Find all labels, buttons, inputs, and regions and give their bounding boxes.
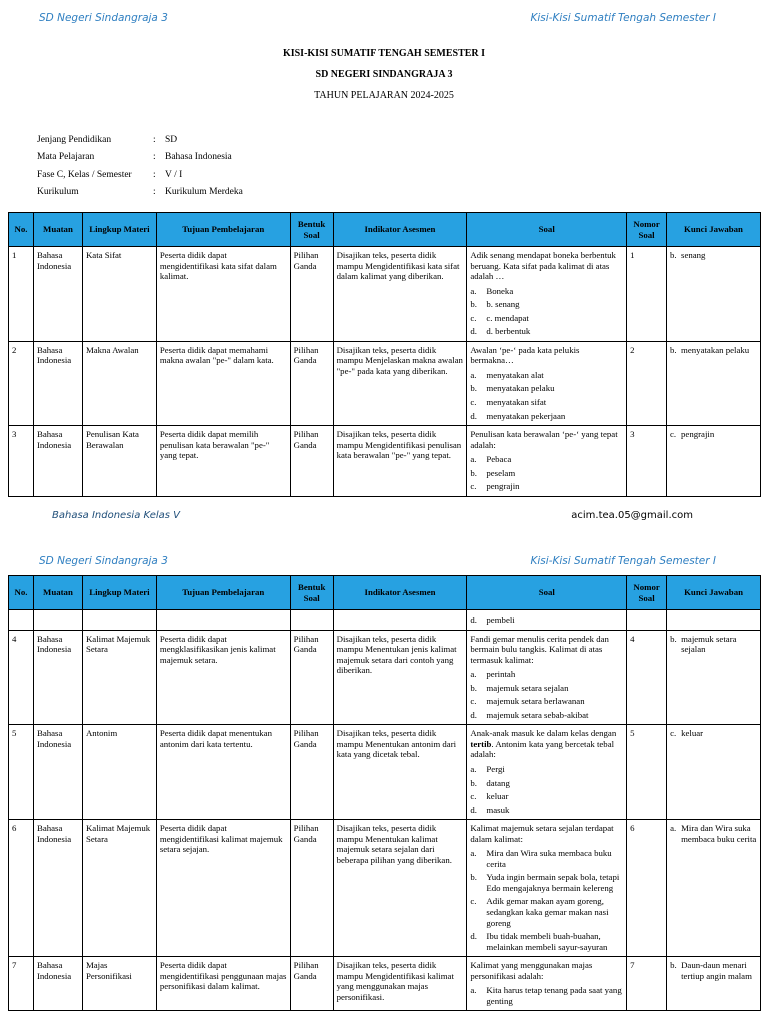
cell-no: 3 [9, 426, 34, 497]
answer-option [470, 409, 623, 423]
soal-cell [467, 630, 627, 725]
option-text: Ibu tidak membeli buah-buahan, melainkan membeli sayur-sayuran [486, 931, 608, 952]
header-doc-title: Kisi-Kisi Sumatif Tengah Semester I [530, 555, 716, 567]
option-letter: a. [470, 848, 477, 859]
table-row [9, 725, 761, 820]
col-soal: Soal [467, 576, 627, 610]
page-separator [0, 536, 768, 543]
cell-indikator: Disajikan teks, peserta didik mampu Mengidentifikasi penulisan kata berawalan "pe-" yang tepat. [333, 426, 467, 497]
cell-indikator: Disajikan teks, peserta didik mampu Menentukan jenis kalimat majemuk setara dari contoh yang diberikan. [333, 630, 467, 725]
answer-key-letter: b. [670, 960, 677, 971]
answer-key-text: keluar [681, 728, 704, 739]
cell-nomor: 5 [627, 725, 667, 820]
soal-cell [467, 820, 627, 957]
answer-key [670, 728, 757, 739]
answer-key [670, 250, 757, 261]
answer-option: d. pembeli [470, 615, 515, 625]
question-text: Adik senang mendapat boneka berbentuk beruang. Kata sifat pada kalimat di atas adalah … [470, 250, 616, 282]
school-title: SD NEGERI SINDANGRAJA 3 [315, 69, 453, 80]
option-text: menyatakan alat [486, 369, 544, 380]
meta-key: Kurikulum [37, 187, 79, 198]
cell-indikator: Disajikan teks, peserta didik mampu Menentukan antonim dari kata yang dicetak tebal. [333, 725, 467, 820]
meta-row: Fase C, Kelas / Semester : V / I [37, 169, 183, 180]
option-text: majemuk setara sebab-akibat [486, 709, 589, 720]
option-text: menyatakan pekerjaan [486, 410, 566, 421]
option-text: b. senang [486, 299, 520, 310]
answer-option [470, 870, 623, 894]
answer-option [470, 324, 623, 338]
answer-option [470, 311, 623, 325]
option-letter: c. [470, 397, 477, 408]
cell-bentuk: Pilihan Ganda [290, 957, 333, 1011]
option-letter: a. [470, 985, 477, 996]
cell-nomor: 1 [627, 247, 667, 342]
option-text: Pebaca [486, 454, 512, 465]
option-letter: a. [470, 369, 477, 380]
option-letter: a. [470, 285, 477, 296]
col-nomor: Nomor Soal [627, 576, 667, 610]
answer-key-text: Daun-daun menari tertiup angin malam [681, 960, 752, 981]
answer-key [670, 960, 757, 981]
option-letter: d. [470, 326, 477, 337]
cell-kunci [667, 341, 761, 425]
option-text: c. mendapat [486, 312, 529, 323]
option-text: Boneka [486, 285, 514, 296]
cell-no: 2 [9, 341, 34, 425]
soal-cell [467, 725, 627, 820]
col-no: No. [9, 576, 34, 610]
meta-value: Bahasa Indonesia [165, 152, 232, 163]
cell-muatan: Bahasa Indonesia [33, 426, 82, 497]
meta-row: Kurikulum : Kurikulum Merdeka [37, 187, 243, 198]
cell-bentuk: Pilihan Ganda [290, 630, 333, 725]
answer-option [470, 762, 623, 776]
main-title: KISI-KISI SUMATIF TENGAH SEMESTER I [282, 48, 486, 59]
document-titles [0, 48, 768, 101]
col-muatan: Muatan [33, 576, 82, 610]
cell-muatan: Bahasa Indonesia [33, 957, 82, 1011]
answer-key [670, 345, 757, 356]
cell-indikator: Disajikan teks, peserta didik mampu Mengidentifikasi kata sifat dalam kalimat yang diberikan. [333, 247, 467, 342]
cell-bentuk: Pilihan Ganda [290, 820, 333, 957]
question-text: Kalimat majemuk setara sejalan terdapat dalam kalimat: [470, 823, 614, 844]
answer-key-text: senang [681, 250, 706, 260]
col-bentuk: Bentuk Soal [290, 576, 333, 610]
col-bentuk: Bentuk Soal [290, 213, 333, 247]
cell-bentuk: Pilihan Ganda [290, 247, 333, 342]
answer-option [470, 479, 623, 493]
answer-key-letter: b. [670, 344, 677, 355]
cell-lingkup: Kata Sifat [82, 247, 156, 342]
table-header-row [9, 213, 761, 247]
soal-cell [467, 957, 627, 1011]
cell-lingkup: Kalimat Majemuk Setara [82, 630, 156, 725]
table-row-continued [9, 610, 761, 631]
answer-option [470, 681, 623, 695]
col-kunci: Kunci Jawaban [667, 213, 761, 247]
question-bold-word: tertib [470, 738, 492, 749]
option-letter: c. [470, 481, 477, 492]
table-row [9, 426, 761, 497]
option-text: majemuk setara sejalan [486, 682, 569, 693]
option-letter: d. [470, 410, 477, 421]
option-text: d. berbentuk [486, 326, 531, 337]
meta-key: Fase C, Kelas / Semester [37, 169, 132, 180]
answer-option [470, 297, 623, 311]
cell-nomor: 7 [627, 957, 667, 1011]
cell-no: 4 [9, 630, 34, 725]
table-row [9, 247, 761, 342]
table-row [9, 820, 761, 957]
option-text: peselam [486, 467, 516, 478]
meta-key: Mata Pelajaran [37, 152, 95, 163]
col-indikator: Indikator Asesmen [333, 213, 467, 247]
question-text [470, 728, 623, 762]
cell-tujuan: Peserta didik dapat memilih penulisan kata berawalan "pe-" yang tepat. [156, 426, 290, 497]
answer-key [670, 634, 757, 655]
meta-key: Jenjang Pendidikan [37, 134, 112, 145]
header-school: SD Negeri Sindangraja 3 [39, 12, 168, 24]
kisi-kisi-table-page-1 [8, 212, 761, 497]
meta-value: SD [165, 134, 178, 145]
answer-option [470, 776, 623, 790]
cell-tujuan: Peserta didik dapat mengklasifikasikan jenis kalimat majemuk setara. [156, 630, 290, 725]
cell-indikator: Disajikan teks, peserta didik mampu Menentukan kalimat majemuk setara sejalan dari beberapa pilihan yang diberikan. [333, 820, 467, 957]
option-letter: b. [470, 383, 477, 394]
question-text: Fandi gemar menulis cerita pendek dan bermain bulu tangkis. Kalimat di atas termasuk kalimat: [470, 633, 609, 665]
option-text: Kita harus tetap tenang pada saat yang genting [486, 985, 622, 1006]
meta-value: Kurikulum Merdeka [165, 187, 243, 198]
option-letter: c. [470, 696, 477, 707]
option-letter: b. [470, 467, 477, 478]
option-text: menyatakan pelaku [486, 383, 555, 394]
cell-no: 5 [9, 725, 34, 820]
cell-lingkup: Makna Awalan [82, 341, 156, 425]
cell-muatan: Bahasa Indonesia [33, 247, 82, 342]
soal-cell [467, 247, 627, 342]
cell-kunci [667, 426, 761, 497]
answer-option [470, 983, 623, 1007]
option-text: menyatakan sifat [486, 397, 547, 408]
question-part: Anak-anak masuk ke dalam kelas dengan [470, 728, 617, 739]
option-letter: a. [470, 669, 477, 680]
answer-option [470, 381, 623, 395]
answer-option [470, 452, 623, 466]
question-text: Penulisan kata berawalan ‘pe-‘ yang tepat adalah: [470, 429, 618, 450]
answer-key [670, 823, 757, 844]
answer-key-text: Mira dan Wira suka membaca buku cerita [681, 823, 757, 844]
cell-bentuk: Pilihan Ganda [290, 426, 333, 497]
year-title: TAHUN PELAJARAN 2024-2025 [314, 90, 454, 101]
cell-lingkup: Majas Personifikasi [82, 957, 156, 1011]
cell-muatan: Bahasa Indonesia [33, 341, 82, 425]
cell-muatan: Bahasa Indonesia [33, 820, 82, 957]
col-lingkup: Lingkup Materi [82, 213, 156, 247]
cell-tujuan: Peserta didik dapat menentukan antonim dari kata tertentu. [156, 725, 290, 820]
option-text: majemuk setara berlawanan [486, 696, 585, 707]
answer-key-letter: a. [670, 823, 677, 834]
col-indikator: Indikator Asesmen [333, 576, 467, 610]
col-lingkup: Lingkup Materi [82, 576, 156, 610]
table-header-row [9, 576, 761, 610]
soal-cell [467, 610, 627, 631]
table-row [9, 957, 761, 1011]
option-text: keluar [486, 791, 509, 802]
cell-muatan: Bahasa Indonesia [33, 725, 82, 820]
header-school: SD Negeri Sindangraja 3 [39, 555, 168, 567]
answer-option [470, 708, 623, 722]
cell-no: 7 [9, 957, 34, 1011]
option-letter: a. [470, 764, 477, 775]
cell-nomor: 6 [627, 820, 667, 957]
page-2 [0, 543, 768, 1024]
cell-bentuk: Pilihan Ganda [290, 341, 333, 425]
cell-kunci [667, 957, 761, 1011]
answer-key-letter: b. [670, 250, 677, 260]
option-letter: b. [470, 777, 478, 788]
option-text: datang [486, 777, 510, 788]
meta-info [37, 131, 243, 201]
cell-no: 1 [9, 247, 34, 342]
answer-option [470, 929, 623, 953]
soal-cell [467, 426, 627, 497]
option-letter: c. [470, 896, 477, 907]
answer-option [470, 803, 623, 817]
question-text: Kalimat yang menggunakan majas personifikasi adalah: [470, 960, 593, 981]
question-part: . Antonim kata yang bercetak tebal adalah: [470, 738, 615, 760]
option-text: masuk [486, 804, 510, 815]
answer-key [670, 429, 757, 440]
cell-muatan: Bahasa Indonesia [33, 630, 82, 725]
cell-nomor: 2 [627, 341, 667, 425]
soal-cell [467, 341, 627, 425]
answer-option [470, 789, 623, 803]
option-letter: d. [470, 931, 478, 942]
cell-kunci [667, 820, 761, 957]
answer-option [470, 667, 623, 681]
footer-email: acim.tea.05@gmail.com [571, 510, 693, 521]
option-text: perintah [486, 669, 516, 680]
answer-key-letter: b. [670, 633, 677, 644]
answer-option [470, 395, 623, 409]
answer-key-letter: c. [670, 429, 677, 440]
cell-indikator: Disajikan teks, peserta didik mampu Menjelaskan makna awalan "pe-" pada kata yang diberikan. [333, 341, 467, 425]
answer-option [470, 466, 623, 480]
option-letter: b. [470, 872, 478, 883]
question-text: Awalan ‘pe-‘ pada kata pelukis bermakna… [470, 344, 580, 366]
header-doc-title: Kisi-Kisi Sumatif Tengah Semester I [530, 12, 716, 24]
kisi-kisi-table-page-2 [8, 575, 761, 1011]
option-letter: c. [470, 312, 477, 323]
option-text: Pergi [486, 764, 505, 775]
footer-subject: Bahasa Indonesia Kelas V [52, 510, 180, 521]
option-letter: d. [470, 804, 478, 815]
col-soal: Soal [467, 213, 627, 247]
answer-option [470, 846, 623, 870]
cell-kunci [667, 247, 761, 342]
option-letter: b. [470, 682, 478, 693]
cell-tujuan: Peserta didik dapat mengidentifikasi kata sifat dalam kalimat. [156, 247, 290, 342]
answer-key-text: majemuk setara sejalan [681, 633, 737, 655]
answer-option [470, 694, 623, 708]
cell-lingkup: Antonim [82, 725, 156, 820]
meta-value: V / I [165, 169, 183, 180]
option-letter: b. [470, 299, 477, 310]
option-text: pengrajin [486, 481, 520, 492]
col-nomor: Nomor Soal [627, 213, 667, 247]
option-text: Mira dan Wira suka membaca buku cerita [486, 848, 612, 869]
option-text: Adik gemar makan ayam goreng, sedangkan kaka gemar makan nasi goreng [486, 896, 609, 928]
option-letter: d. [470, 709, 478, 720]
col-muatan: Muatan [33, 213, 82, 247]
table-row [9, 341, 761, 425]
cell-kunci [667, 725, 761, 820]
cell-tujuan: Peserta didik dapat mengidentifikasi kalimat majemuk setara sejajan. [156, 820, 290, 957]
cell-lingkup: Kalimat Majemuk Setara [82, 820, 156, 957]
answer-option [470, 284, 623, 298]
cell-nomor: 3 [627, 426, 667, 497]
cell-kunci [667, 630, 761, 725]
meta-row: Jenjang Pendidikan : SD [37, 134, 178, 145]
cell-tujuan: Peserta didik dapat mengidentifikasi penggunaan majas personifikasi dalam kalimat. [156, 957, 290, 1011]
col-no: No. [9, 213, 34, 247]
option-letter: c. [470, 791, 477, 802]
col-kunci: Kunci Jawaban [667, 576, 761, 610]
cell-no: 6 [9, 820, 34, 957]
meta-row: Mata Pelajaran : Bahasa Indonesia [37, 152, 232, 163]
option-text: Yuda ingin bermain sepak bola, tetapi Edo mengajaknya bermain kelereng [486, 872, 620, 893]
cell-bentuk: Pilihan Ganda [290, 725, 333, 820]
cell-nomor: 4 [627, 630, 667, 725]
answer-key-text: pengrajin [681, 429, 715, 440]
answer-key-text: menyatakan pelaku [681, 344, 750, 355]
col-tujuan: Tujuan Pembelajaran [156, 213, 290, 247]
cell-lingkup: Penulisan Kata Berawalan [82, 426, 156, 497]
col-tujuan: Tujuan Pembelajaran [156, 576, 290, 610]
answer-option [470, 368, 623, 382]
cell-indikator: Disajikan teks, peserta didik mampu Mengidentifikasi kalimat yang menggunakan majas personifikasi. [333, 957, 467, 1011]
option-letter: a. [470, 454, 477, 465]
cell-tujuan: Peserta didik dapat memahami makna awalan "pe-" dalam kata. [156, 341, 290, 425]
table-row [9, 630, 761, 725]
answer-option [470, 894, 623, 929]
answer-key-letter: c. [670, 728, 677, 739]
